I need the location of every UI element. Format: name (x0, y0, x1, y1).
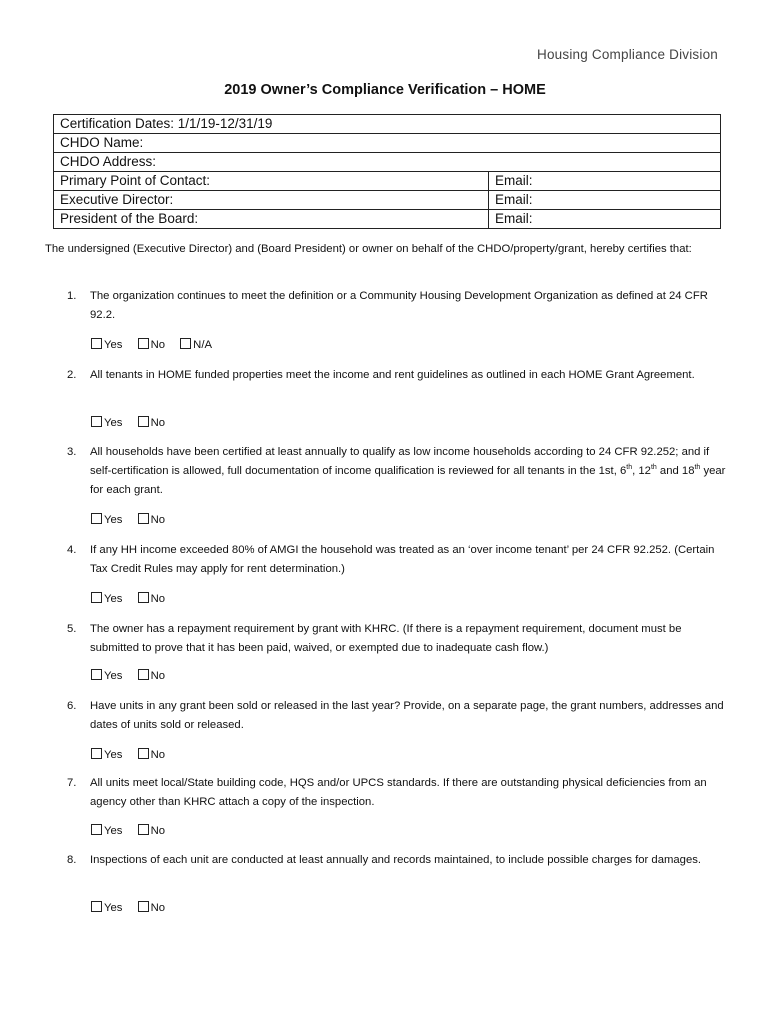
yes-checkbox[interactable]: Yes (91, 416, 122, 429)
primary-contact-field[interactable]: Primary Point of Contact: (54, 172, 489, 191)
list-item (67, 774, 727, 812)
item-text: All households have been certified at least annually to qualify as low income households according to 24 CFR 92.252; and if self-certification is allowed, full documentation of income qualification is reviewed for all tenants in the 1st, 6th, 12th and 18th year for each grant. (90, 446, 726, 496)
item-number: 6. (67, 700, 77, 712)
item-number: 3. (67, 446, 77, 458)
checkbox-icon (91, 748, 102, 759)
list-item (67, 620, 727, 658)
answer-group-6 (91, 748, 177, 761)
item-text: The owner has a repayment requirement by grant with KHRC. (If there is a repayment requirement, document must be submitted to prove that it has been paid, waived, or exempted due to inadequate cash flow.) (90, 623, 682, 654)
no-checkbox[interactable]: No (138, 669, 165, 682)
no-checkbox[interactable]: No (138, 748, 165, 761)
answer-group-4 (91, 592, 177, 605)
no-checkbox[interactable]: No (138, 592, 165, 605)
item-number: 4. (67, 544, 77, 556)
checkbox-icon (91, 416, 102, 427)
no-checkbox[interactable]: No (138, 513, 165, 526)
checkbox-icon (138, 592, 149, 603)
item-number: 7. (67, 777, 77, 789)
checkbox-icon (91, 513, 102, 524)
item-text: Inspections of each unit are conducted at least annually and records maintained, to include possible charges for damages. (90, 854, 702, 866)
checkbox-icon (91, 901, 102, 912)
info-table (53, 114, 721, 229)
checkbox-icon (91, 592, 102, 603)
yes-checkbox[interactable]: Yes (91, 513, 122, 526)
checkbox-icon (180, 338, 191, 349)
item-text: Have units in any grant been sold or released in the last year? Provide, on a separate page, the grant numbers, addresses and dates of units sold or released. (90, 700, 724, 731)
checkbox-icon (138, 416, 149, 427)
no-checkbox[interactable]: No (138, 338, 165, 351)
na-checkbox[interactable]: N/A (180, 338, 212, 351)
executive-director-email-field[interactable]: Email: (489, 191, 721, 210)
yes-checkbox[interactable]: Yes (91, 592, 122, 605)
yes-checkbox[interactable]: Yes (91, 338, 122, 351)
answer-group-1 (91, 338, 224, 351)
checkbox-icon (138, 513, 149, 524)
executive-director-field[interactable]: Executive Director: (54, 191, 489, 210)
page-title: 2019 Owner’s Compliance Verification – HOME (224, 82, 546, 98)
checkbox-icon (138, 669, 149, 680)
no-checkbox[interactable]: No (138, 901, 165, 914)
yes-checkbox[interactable]: Yes (91, 901, 122, 914)
answer-group-8 (91, 901, 177, 914)
answer-group-5 (91, 669, 177, 682)
chdo-address-field[interactable]: CHDO Address: (54, 153, 721, 172)
yes-checkbox[interactable]: Yes (91, 824, 122, 837)
certification-dates: Certification Dates: 1/1/19-12/31/19 (54, 115, 721, 134)
answer-group-3 (91, 513, 177, 526)
list-item (67, 541, 727, 579)
checkbox-icon (91, 669, 102, 680)
answer-group-2 (91, 416, 177, 429)
yes-checkbox[interactable]: Yes (91, 669, 122, 682)
checkbox-icon (91, 824, 102, 835)
president-email-field[interactable]: Email: (489, 210, 721, 229)
yes-checkbox[interactable]: Yes (91, 748, 122, 761)
list-item (67, 851, 727, 870)
intro-text: The undersigned (Executive Director) and (Board President) or owner on behalf of the CHDO/property/grant, hereby certifies that: (45, 243, 692, 255)
list-item (67, 366, 727, 385)
checkbox-icon (91, 338, 102, 349)
item-number: 1. (67, 290, 77, 302)
checkbox-icon (138, 748, 149, 759)
no-checkbox[interactable]: No (138, 824, 165, 837)
list-item (67, 697, 727, 735)
division-name: Housing Compliance Division (537, 47, 718, 62)
item-text: If any HH income exceeded 80% of AMGI the household was treated as an ‘over income tenant’ per 24 CFR 92.252. (Certain Tax Credit Rules may apply for rent determination.) (90, 544, 715, 575)
list-item (67, 287, 727, 325)
item-number: 5. (67, 623, 77, 635)
list-item (67, 443, 727, 500)
primary-contact-email-field[interactable]: Email: (489, 172, 721, 191)
answer-group-7 (91, 824, 177, 837)
item-text: All tenants in HOME funded properties meet the income and rent guidelines as outlined in each HOME Grant Agreement. (90, 369, 695, 381)
checkbox-icon (138, 901, 149, 912)
item-number: 8. (67, 854, 77, 866)
chdo-name-field[interactable]: CHDO Name: (54, 134, 721, 153)
president-field[interactable]: President of the Board: (54, 210, 489, 229)
item-text: All units meet local/State building code, HQS and/or UPCS standards. If there are outstanding physical deficiencies from an agency other than KHRC attach a copy of the inspection. (90, 777, 707, 808)
no-checkbox[interactable]: No (138, 416, 165, 429)
checkbox-icon (138, 824, 149, 835)
checkbox-icon (138, 338, 149, 349)
item-number: 2. (67, 369, 77, 381)
item-text: The organization continues to meet the definition or a Community Housing Development Organization as defined at 24 CFR 92.2. (90, 290, 708, 321)
